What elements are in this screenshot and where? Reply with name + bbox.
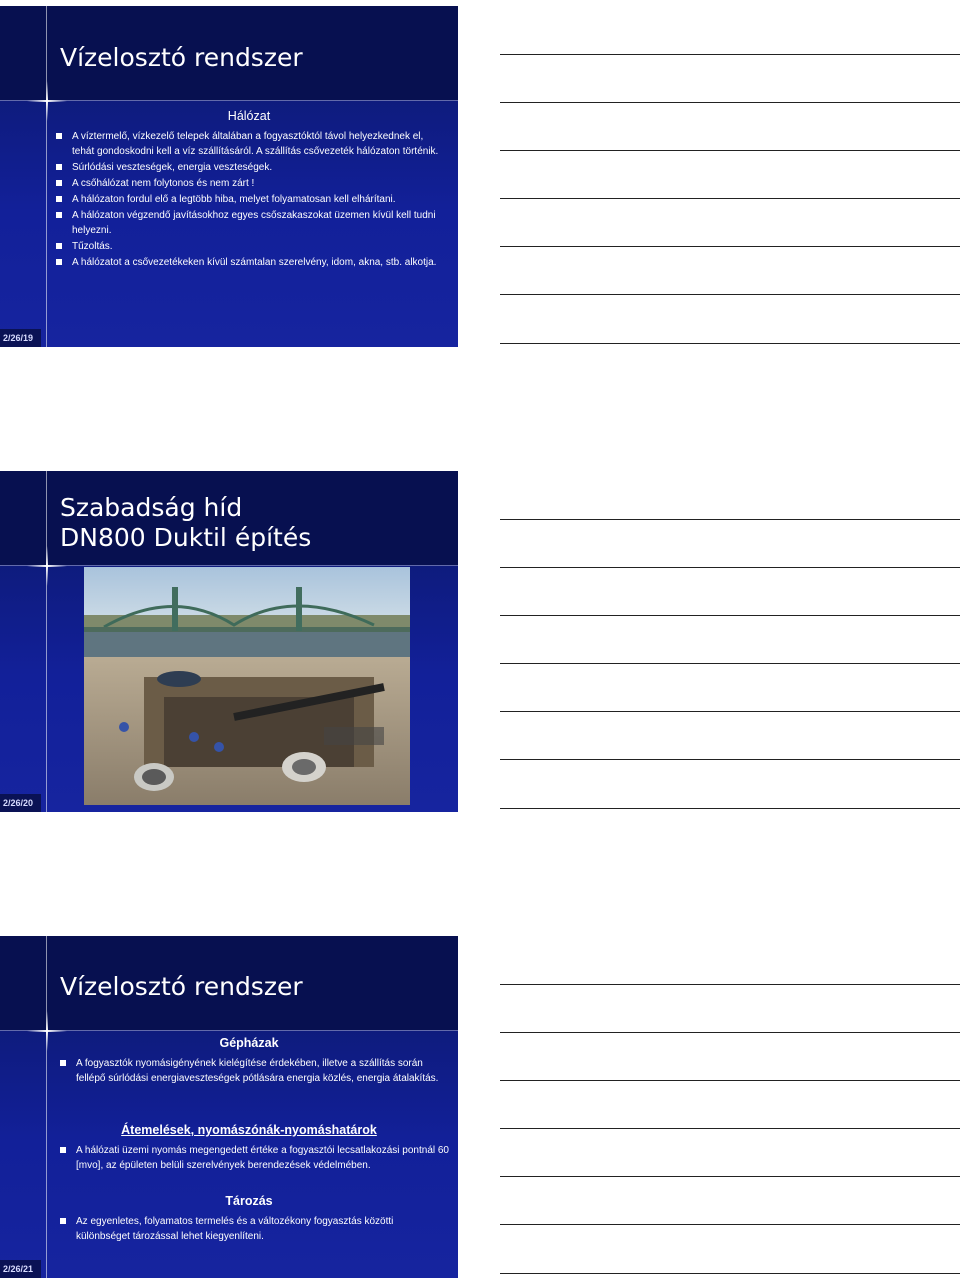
page-number: 2/26/21	[0, 1260, 41, 1278]
section-heading: Átemelések, nyomászónák-nyomáshatárok	[121, 1123, 377, 1137]
page-number: 2/26/19	[0, 329, 41, 347]
slide-title: Szabadság híd DN800 Duktil építés	[60, 493, 312, 552]
section-heading: Tározás	[225, 1194, 273, 1208]
list-item: Tűzoltás.	[54, 239, 446, 254]
slide-title: Vízelosztó rendszer	[60, 972, 303, 1001]
list-item: A hálózati üzemi nyomás megengedett értéke a fogyasztói lecsatlakozási pontnál 60 [mvo], az épületen belüli szerelvények berendezések védelmében.	[58, 1143, 450, 1173]
list-item: A fogyasztók nyomásigényének kielégítése érdekében, illetve a szállítás során fellépő súrlódási energiaveszteségek pótlására energia közlés, energia átalakítás.	[58, 1056, 450, 1086]
list-item: A víztermelő, vízkezelő telepek általában a fogyasztóktól távol helyezkednek el, tehát gondoskodni kell a víz szállításáról. A szállítás csővezeték hálózaton történik.	[54, 129, 446, 159]
list-item: A hálózaton fordul elő a legtöbb hiba, melyet folyamatosan kell elhárítani.	[54, 192, 446, 207]
bullet-list	[54, 129, 446, 271]
slide-1	[0, 6, 458, 347]
slide-3	[0, 936, 458, 1278]
bullet-list	[58, 1056, 450, 1087]
slide-title: Vízelosztó rendszer	[60, 43, 303, 72]
list-item: Az egyenletes, folyamatos termelés és a változékony fogyasztás közötti különbséget tározással lehet kiegyenlíteni.	[58, 1214, 450, 1244]
list-item: A hálózatot a csővezetékeken kívül számtalan szerelvény, idom, akna, stb. alkotja.	[54, 255, 446, 270]
list-item: A csőhálózat nem folytonos és nem zárt !	[54, 176, 446, 191]
bullet-list	[58, 1143, 450, 1174]
section-heading: Gépházak	[219, 1036, 279, 1050]
bridge-construction-photo	[84, 567, 410, 805]
page-number: 2/26/20	[0, 794, 41, 812]
section-heading: Hálózat	[227, 109, 271, 123]
list-item: Súrlódási veszteségek, energia veszteségek.	[54, 160, 446, 175]
slide-2	[0, 471, 458, 812]
list-item: A hálózaton végzendő javításokhoz egyes csőszakaszokat üzemen kívül kell tudni helyezni.	[54, 208, 446, 238]
photo-illustration	[84, 567, 410, 805]
bullet-list	[58, 1214, 450, 1245]
